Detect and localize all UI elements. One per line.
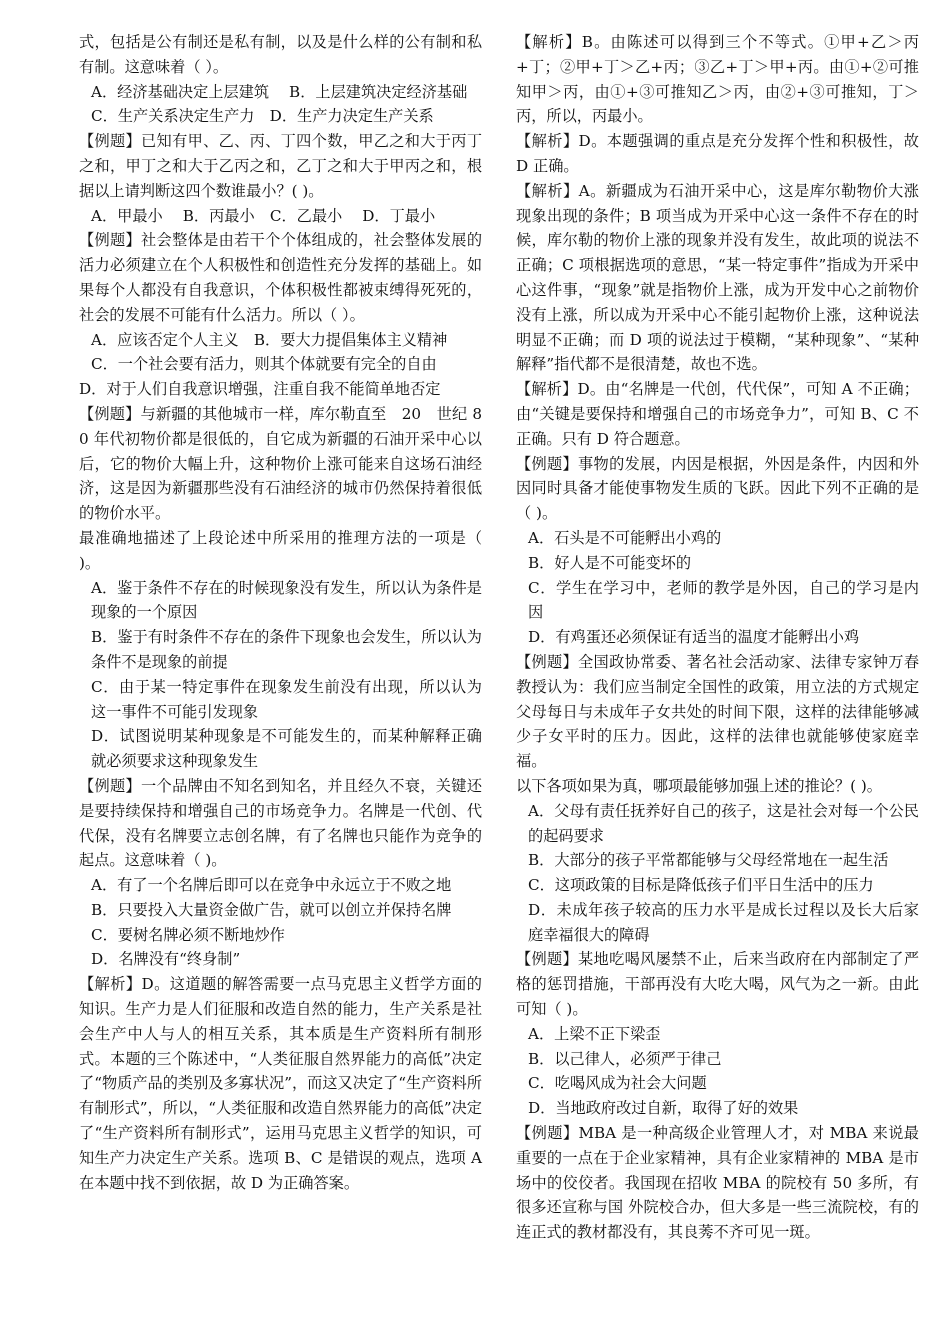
paragraph: 【例题】与新疆的其他城市一样，库尔勒直至 20 世纪 80 年代初物价都是很低的，自它成为新疆的石油开采中心以后，它的物价大幅上升，这种物价上涨可能来自这场石油经济，这是因为新疆那些没有石油经济的城市仍然保持着很低的物价水平。	[79, 404, 482, 523]
right-column	[516, 30, 919, 1245]
option-line: A．有了一个名牌后即可以在竞争中永远立于不败之地	[91, 876, 452, 895]
option-line: C．由于某一特定事件在现象发生前没有出现，所以认为这一事件不可能引发现象	[91, 677, 482, 721]
option-line: C．这项政策的目标是降低孩子们平日生活中的压力	[528, 876, 874, 895]
option-line: B．只要投入大量资金做广告，就可以创立并保持名牌	[91, 900, 452, 919]
option-line: D．未成年孩子较高的压力水平是成长过程以及长大后家庭幸福很大的障碍	[528, 900, 919, 944]
option-line: B．以己律人，必须严于律己	[528, 1049, 722, 1068]
paragraph: 【例题】社会整体是由若干个个体组成的，社会整体发展的活力必须建立在个人积极性和创造性充分发挥的基础上。如果每个人都没有自我意识，个体积极性都被束缚得死死的，社会的发展不可能有什么活力。所以（ ）。	[79, 231, 482, 324]
option-line: C．学生在学习中，老师的教学是外因，自己的学习是内因	[528, 578, 919, 622]
option-line: B．大部分的孩子平常都能够与父母经常地在一起生活	[528, 851, 889, 870]
paragraph: 【例题】一个品牌由不知名到知名，并且经久不衰，关键还是要持续保持和增强自己的市场竞争力。名牌是一代创、代代保，没有名牌要立志创名牌，有了名牌也只能作为竞争的起点。这意味着（ )。	[79, 776, 482, 870]
option-line: A．甲最小 B．丙最小 C．乙最小 D．丁最小	[91, 206, 436, 225]
option-line: B．好人是不可能变坏的	[528, 553, 692, 572]
option-line: D．名牌没有“终身制”	[91, 950, 241, 969]
paragraph: 以下各项如果为真，哪项最能够加强上述的推论？( )。	[516, 776, 882, 795]
paragraph: 【例题】已知有甲、乙、丙、丁四个数，甲乙之和大于丙丁之和，甲丁之和大于乙丙之和，乙丁之和大于甲丙之和，根据以上请判断这四个数谁最小？( )。	[79, 132, 482, 200]
option-line: C．要树名牌必须不断地炒作	[91, 925, 285, 944]
paragraph: 式，包括是公有制还是私有制，以及是什么样的公有制和私有制。这意味着（ ）。	[79, 33, 482, 76]
option-line: A．鉴于条件不存在的时候现象没有发生，所以认为条件是现象的一个原因	[91, 578, 482, 622]
option-line: B．鉴于有时条件不存在的条件下现象也会发生，所以认为条件不是现象的前提	[91, 628, 482, 671]
paragraph: 【例题】全国政协常委、著名社会活动家、法律专家钟万春教授认为：我们应当制定全国性的政策，用立法的方式规定父母每日与未成年子女共处的时间下限，这样的法律能够减少子女平时的压力。因此，这样的法律也就能够使家庭幸福。	[516, 652, 919, 771]
option-line: A．应该否定个人主义 B．要大力提倡集体主义精神	[91, 330, 448, 349]
option-line: A．石头是不可能孵出小鸡的	[528, 528, 722, 547]
option-line: D．当地政府改过自新，取得了好的效果	[528, 1099, 799, 1118]
option-line: A．上梁不正下梁歪	[528, 1024, 661, 1043]
paragraph: D．对于人们自我意识增强，注重自我不能简单地否定	[79, 380, 441, 399]
option-line: C．生产关系决定生产力 D．生产力决定生产关系	[91, 107, 434, 126]
option-line: D．试图说明某种现象是不可能发生的，而某种解释正确就必须要求这种现象发生	[91, 727, 482, 771]
paragraph: 【解析】A。新疆成为石油开采中心，这是库尔勒物价大涨现象出现的条件；B 项当成为开采中心这一条件不存在的时候，库尔勒的物价上涨的现象并没有发生，故此项的说法不正确；C 项根据选项的意思，“某一特定事件”指成为开采中心这件事，“现象”就是指物价上涨，成为开发中心之前物价没有上涨，所以成为开采中心不能引起物价上涨，这种说法明显不正确；而 D 项的说法过于模糊，“某种现象”、“某种解释”指代都不是很清楚，故也不选。	[516, 181, 919, 374]
paragraph: 【例题】MBA 是一种高级企业管理人才，对 MBA 来说最重要的一点在于企业家精神，具有企业家精神的 MBA 是市场中的佼佼者。我国现在招收 MBA 的院校有 50 多所，有很多还宣称与国 外院校合办，但大多是一些三流院校，有的连正式的教材都没有，其良莠不齐可见一斑。	[516, 1124, 919, 1242]
paragraph: 【解析】D。这道题的解答需要一点马克思主义哲学方面的知识。生产力是人们征服和改造自然的能力，生产关系是社会生产中人与人的相互关系，其本质是生产资料所有制形式。本题的三个陈述中，“人类征服自然界能力的高低”决定了“物质产品的类别及多寡状况”，而这又决定了“生产资料所有制形式”，所以，“人类征服和改造自然界能力的高低”决定了“生产资料所有制形式”，运用马克思主义哲学的知识，可知生产力决定生产关系。选项 B、C 是错误的观点，选项 A 在本题中找不到依据，故 D 为正确答案。	[79, 975, 482, 1192]
paragraph: 最准确地描述了上段论述中所采用的推理方法的一项是（ )。	[79, 528, 482, 572]
paragraph: 【解析】D。本题强调的重点是充分发挥个性和积极性，故 D 正确。	[516, 132, 919, 175]
option-line: A．父母有责任抚养好自己的孩子，这是社会对每一个公民的起码要求	[528, 801, 919, 845]
paragraph: 【解析】D。由“名牌是一代创，代代保”，可知 A 不正确；由“关键是要保持和增强自己的市场竞争力”，可知 B、C 不正确。只有 D 符合题意。	[516, 380, 919, 448]
paragraph: 【例题】某地吃喝风屡禁不止，后来当政府在内部制定了严格的惩罚措施，干部再没有大吃大喝，风气为之一新。由此可知（ )。	[516, 950, 919, 1019]
option-line: C．一个社会要有活力，则其个体就要有完全的自由	[91, 355, 437, 374]
paragraph: 【例题】事物的发展，内因是根据，外因是条件，内因和外因同时具备才能使事物发生质的飞跃。因此下列不正确的是（ )。	[516, 454, 919, 523]
option-line: A．经济基础决定上层建筑 B．上层建筑决定经济基础	[91, 82, 468, 101]
option-line: D．有鸡蛋还必须保证有适当的温度才能孵出小鸡	[528, 628, 860, 647]
paragraph: 【解析】B。由陈述可以得到三个不等式。①甲+乙＞丙+丁；②甲+丁＞乙+丙；③乙+丁＞甲+丙。由①+②可推知甲＞丙，由①+③可推知乙＞丙，由②+③可推知，丁＞丙，所以，丙最小。	[516, 33, 919, 126]
option-line: C．吃喝风成为社会大问题	[528, 1074, 707, 1093]
left-column	[79, 30, 482, 1195]
